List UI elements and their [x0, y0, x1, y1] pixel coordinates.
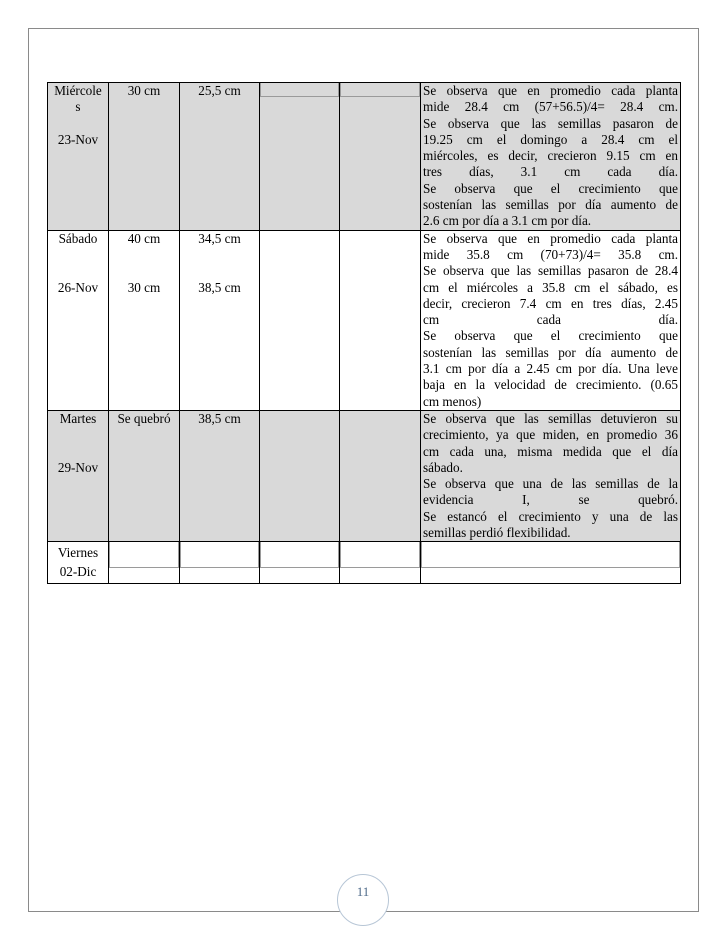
- value-b: 25,5 cm: [198, 83, 241, 98]
- inner-box: [340, 542, 420, 568]
- observation-line: Se observa que las semillas detuvieron su: [423, 410, 678, 426]
- inner-box: [180, 542, 259, 568]
- observation-cell: [421, 83, 681, 231]
- inner-box: [260, 542, 339, 568]
- empty-cell: [340, 230, 421, 410]
- inner-box: [340, 83, 420, 97]
- value-b: 38,5 cm: [198, 279, 241, 295]
- observation-line: 3.1 cm por día a 2.45 cm por día. Una leve: [423, 361, 678, 377]
- empty-cell: [109, 542, 180, 584]
- value-cell-b: [180, 83, 260, 231]
- observation-line: sábado.: [423, 459, 463, 475]
- observation-line: Se observa que en promedio cada planta: [423, 230, 678, 246]
- observation-line: cm cada día.: [423, 312, 678, 328]
- observation-line: mide 35.8 cm (70+73)/4= 35.8 cm.: [423, 246, 678, 262]
- date-label: 02-Dic: [59, 564, 97, 580]
- page-number: 11: [337, 874, 389, 926]
- observation-line: Se estancó el crecimiento y una de las: [423, 508, 678, 524]
- date-label: 23-Nov: [57, 131, 99, 147]
- empty-cell: [260, 542, 340, 584]
- observation-line: Se observa que una de las semillas de la: [423, 476, 678, 492]
- empty-cell: [340, 542, 421, 584]
- value-a: 30 cm: [127, 279, 161, 295]
- observation-line: mide 28.4 cm (57+56.5)/4= 28.4 cm.: [423, 99, 678, 115]
- value-cell-b: [180, 410, 260, 541]
- table-row-friday: [48, 542, 681, 584]
- observation-line: tres días, 3.1 cm cada día.: [423, 164, 678, 180]
- day-label: Viernes: [57, 545, 99, 561]
- observation-line: 2.6 cm por día a 3.1 cm por día.: [423, 213, 592, 229]
- empty-cell: [260, 230, 340, 410]
- observation-cell: [421, 230, 681, 410]
- value-cell-a: [109, 230, 180, 410]
- table-row-saturday: [48, 230, 681, 410]
- observation-cell: [421, 410, 681, 541]
- day-label: Miércole: [54, 83, 102, 98]
- value-a: 30 cm: [127, 83, 161, 98]
- value-cell-a: [109, 83, 180, 231]
- value-cell-a: [109, 410, 180, 541]
- inner-box: [109, 542, 179, 568]
- day-label: Sábado: [58, 230, 98, 246]
- growth-log-table: [47, 82, 681, 584]
- table-row-wednesday: [48, 83, 681, 231]
- observation-line: cm cada una, misma medida que el día: [423, 443, 678, 459]
- observation-line: Se observa que las semillas pasaron de: [423, 115, 678, 131]
- day-label-continued: s: [75, 99, 81, 115]
- inner-box: [421, 542, 680, 568]
- observation-line: miércoles, es decir, crecieron 9.15 cm en: [423, 148, 678, 164]
- observation-line: Se observa que en promedio cada planta: [423, 83, 678, 98]
- observation-line: Se observa que el crecimiento que: [423, 328, 678, 344]
- observation-line: baja en la velocidad de crecimiento. (0.65: [423, 377, 678, 393]
- day-label: Martes: [59, 410, 97, 426]
- value-cell-b: [180, 230, 260, 410]
- observation-line: sostenían las semillas por día aumento de: [423, 197, 678, 213]
- observation-line: sostenían las semillas por día aumento de: [423, 344, 678, 360]
- observation-line: 19.25 cm el domingo a 28.4 cm el: [423, 131, 678, 147]
- date-label: 29-Nov: [57, 459, 99, 475]
- day-cell: [48, 83, 109, 231]
- observation-line: cm el miércoles a 35.8 cm el sábado, es: [423, 279, 678, 295]
- table-row-tuesday: [48, 410, 681, 541]
- value-a: Se quebró: [117, 410, 171, 426]
- inner-box: [260, 83, 339, 97]
- observation-line: cm menos): [423, 393, 482, 409]
- value-b: 38,5 cm: [198, 410, 241, 426]
- empty-cell: [340, 83, 421, 231]
- value-a: 40 cm: [127, 230, 161, 246]
- observation-line: semillas perdió flexibilidad.: [423, 525, 571, 541]
- empty-cell: [260, 410, 340, 541]
- observation-line: Se observa que el crecimiento que: [423, 180, 678, 196]
- empty-cell: [421, 542, 681, 584]
- day-cell: [48, 542, 109, 584]
- empty-cell: [340, 410, 421, 541]
- observation-line: crecimiento, ya que miden, en promedio 36: [423, 427, 678, 443]
- value-b: 34,5 cm: [198, 230, 241, 246]
- empty-cell: [180, 542, 260, 584]
- day-cell: [48, 410, 109, 541]
- date-label: 26-Nov: [57, 279, 99, 295]
- empty-cell: [260, 83, 340, 231]
- observation-line: Se observa que las semillas pasaron de 28.4: [423, 263, 678, 279]
- day-cell: [48, 230, 109, 410]
- observation-line: evidencia I, se quebró.: [423, 492, 678, 508]
- observation-line: decir, crecieron 7.4 cm en tres días, 2.45: [423, 295, 678, 311]
